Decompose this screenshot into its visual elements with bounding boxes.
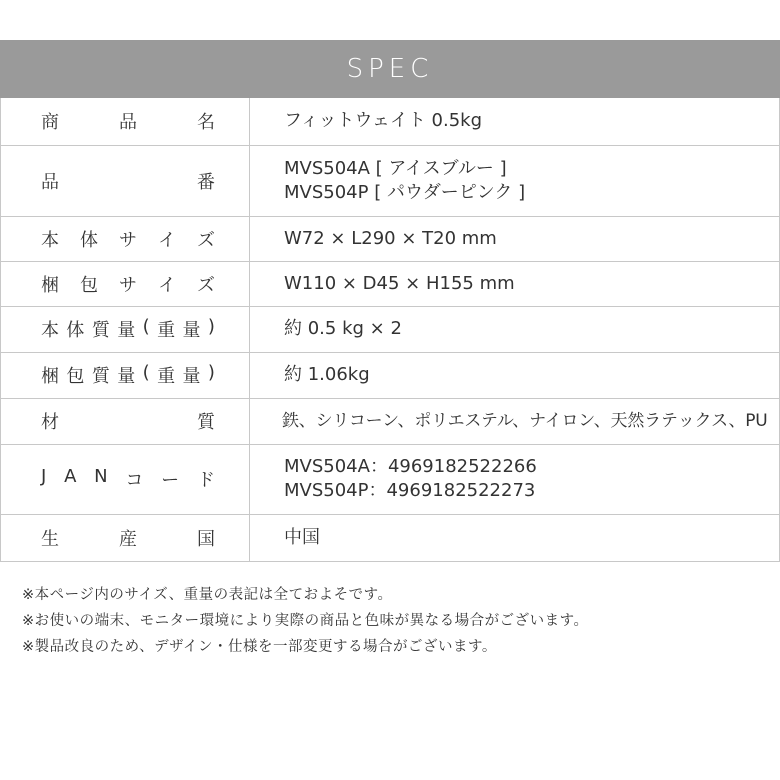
- spec-label-cell: [1, 216, 250, 261]
- note-line: ※本ページ内のサイズ、重量の表記は全ておよそです。: [22, 587, 393, 603]
- notes: [22, 582, 589, 660]
- spec-value: 鉄、シリコーン、ポリエステル、ナイロン、天然ラテックス、PU: [282, 411, 768, 431]
- spec-row-product-name: [1, 98, 780, 145]
- spec-value: W110 × D45 × H155 mm: [284, 272, 515, 294]
- spec-row-product-number: [1, 145, 780, 216]
- spec-value-cell: [250, 261, 780, 306]
- spec-label: 本 体 質 量 ( 重 量 ): [41, 316, 215, 341]
- spec-value-cell: [250, 98, 780, 145]
- spec-label-cell: [1, 306, 250, 352]
- spec-label: 梱 包 サ イ ズ: [41, 274, 215, 296]
- spec-value-cell: [250, 514, 780, 561]
- spec-value-cell: [250, 444, 780, 514]
- spec-table: [0, 98, 780, 562]
- spec-label-cell: [1, 352, 250, 398]
- spec-value: W72 × L290 × T20 mm: [284, 227, 497, 249]
- spec-row-country: [1, 514, 780, 561]
- spec-label-cell: [1, 145, 250, 216]
- note-line: ※お使いの端末、モニター環境により実際の商品と色味が異なる場合がございます。: [22, 613, 589, 629]
- spec-banner: [0, 40, 780, 98]
- spec-value-cell: [250, 398, 780, 444]
- spec-label-cell: [1, 514, 250, 561]
- spec-row-body-weight: [1, 306, 780, 352]
- spec-value-cell: [250, 306, 780, 352]
- spec-label-cell: [1, 444, 250, 514]
- spec-row-package-weight: [1, 352, 780, 398]
- spec-title: SPEC: [346, 54, 434, 84]
- spec-row-body-size: [1, 216, 780, 261]
- spec-value: フィットウェイト 0.5kg: [284, 110, 483, 132]
- spec-label: 材 質: [41, 412, 215, 433]
- spec-row-jan-code: [1, 444, 780, 514]
- spec-label: 梱 包 質 量 ( 重 量 ): [41, 362, 215, 387]
- spec-value: 約 1.06kg: [284, 364, 370, 385]
- spec-label: J A N コ ー ド: [41, 466, 215, 491]
- spec-value-cell: [250, 216, 780, 261]
- spec-value-cell: [250, 145, 780, 216]
- spec-label-cell: [1, 98, 250, 145]
- spec-label-cell: [1, 398, 250, 444]
- spec-label: 商 品 名: [41, 112, 215, 134]
- spec-label: 生 産 国: [41, 528, 215, 550]
- spec-label: 本 体 サ イ ズ: [41, 229, 215, 251]
- spec-value: MVS504A：4969182522266 MVS504P：4969182522273: [284, 456, 537, 501]
- spec-value: MVS504A [ アイスブルー ] MVS504P [ パウダーピンク ]: [284, 157, 526, 203]
- spec-row-package-size: [1, 261, 780, 306]
- spec-value-cell: [250, 352, 780, 398]
- spec-value: 中国: [284, 526, 320, 548]
- spec-label-cell: [1, 261, 250, 306]
- spec-label: 品 番: [41, 171, 215, 193]
- note-line: ※製品改良のため、デザイン・仕様を一部変更する場合がございます。: [22, 639, 497, 655]
- spec-value: 約 0.5 kg × 2: [284, 318, 402, 339]
- spec-row-material: [1, 398, 780, 444]
